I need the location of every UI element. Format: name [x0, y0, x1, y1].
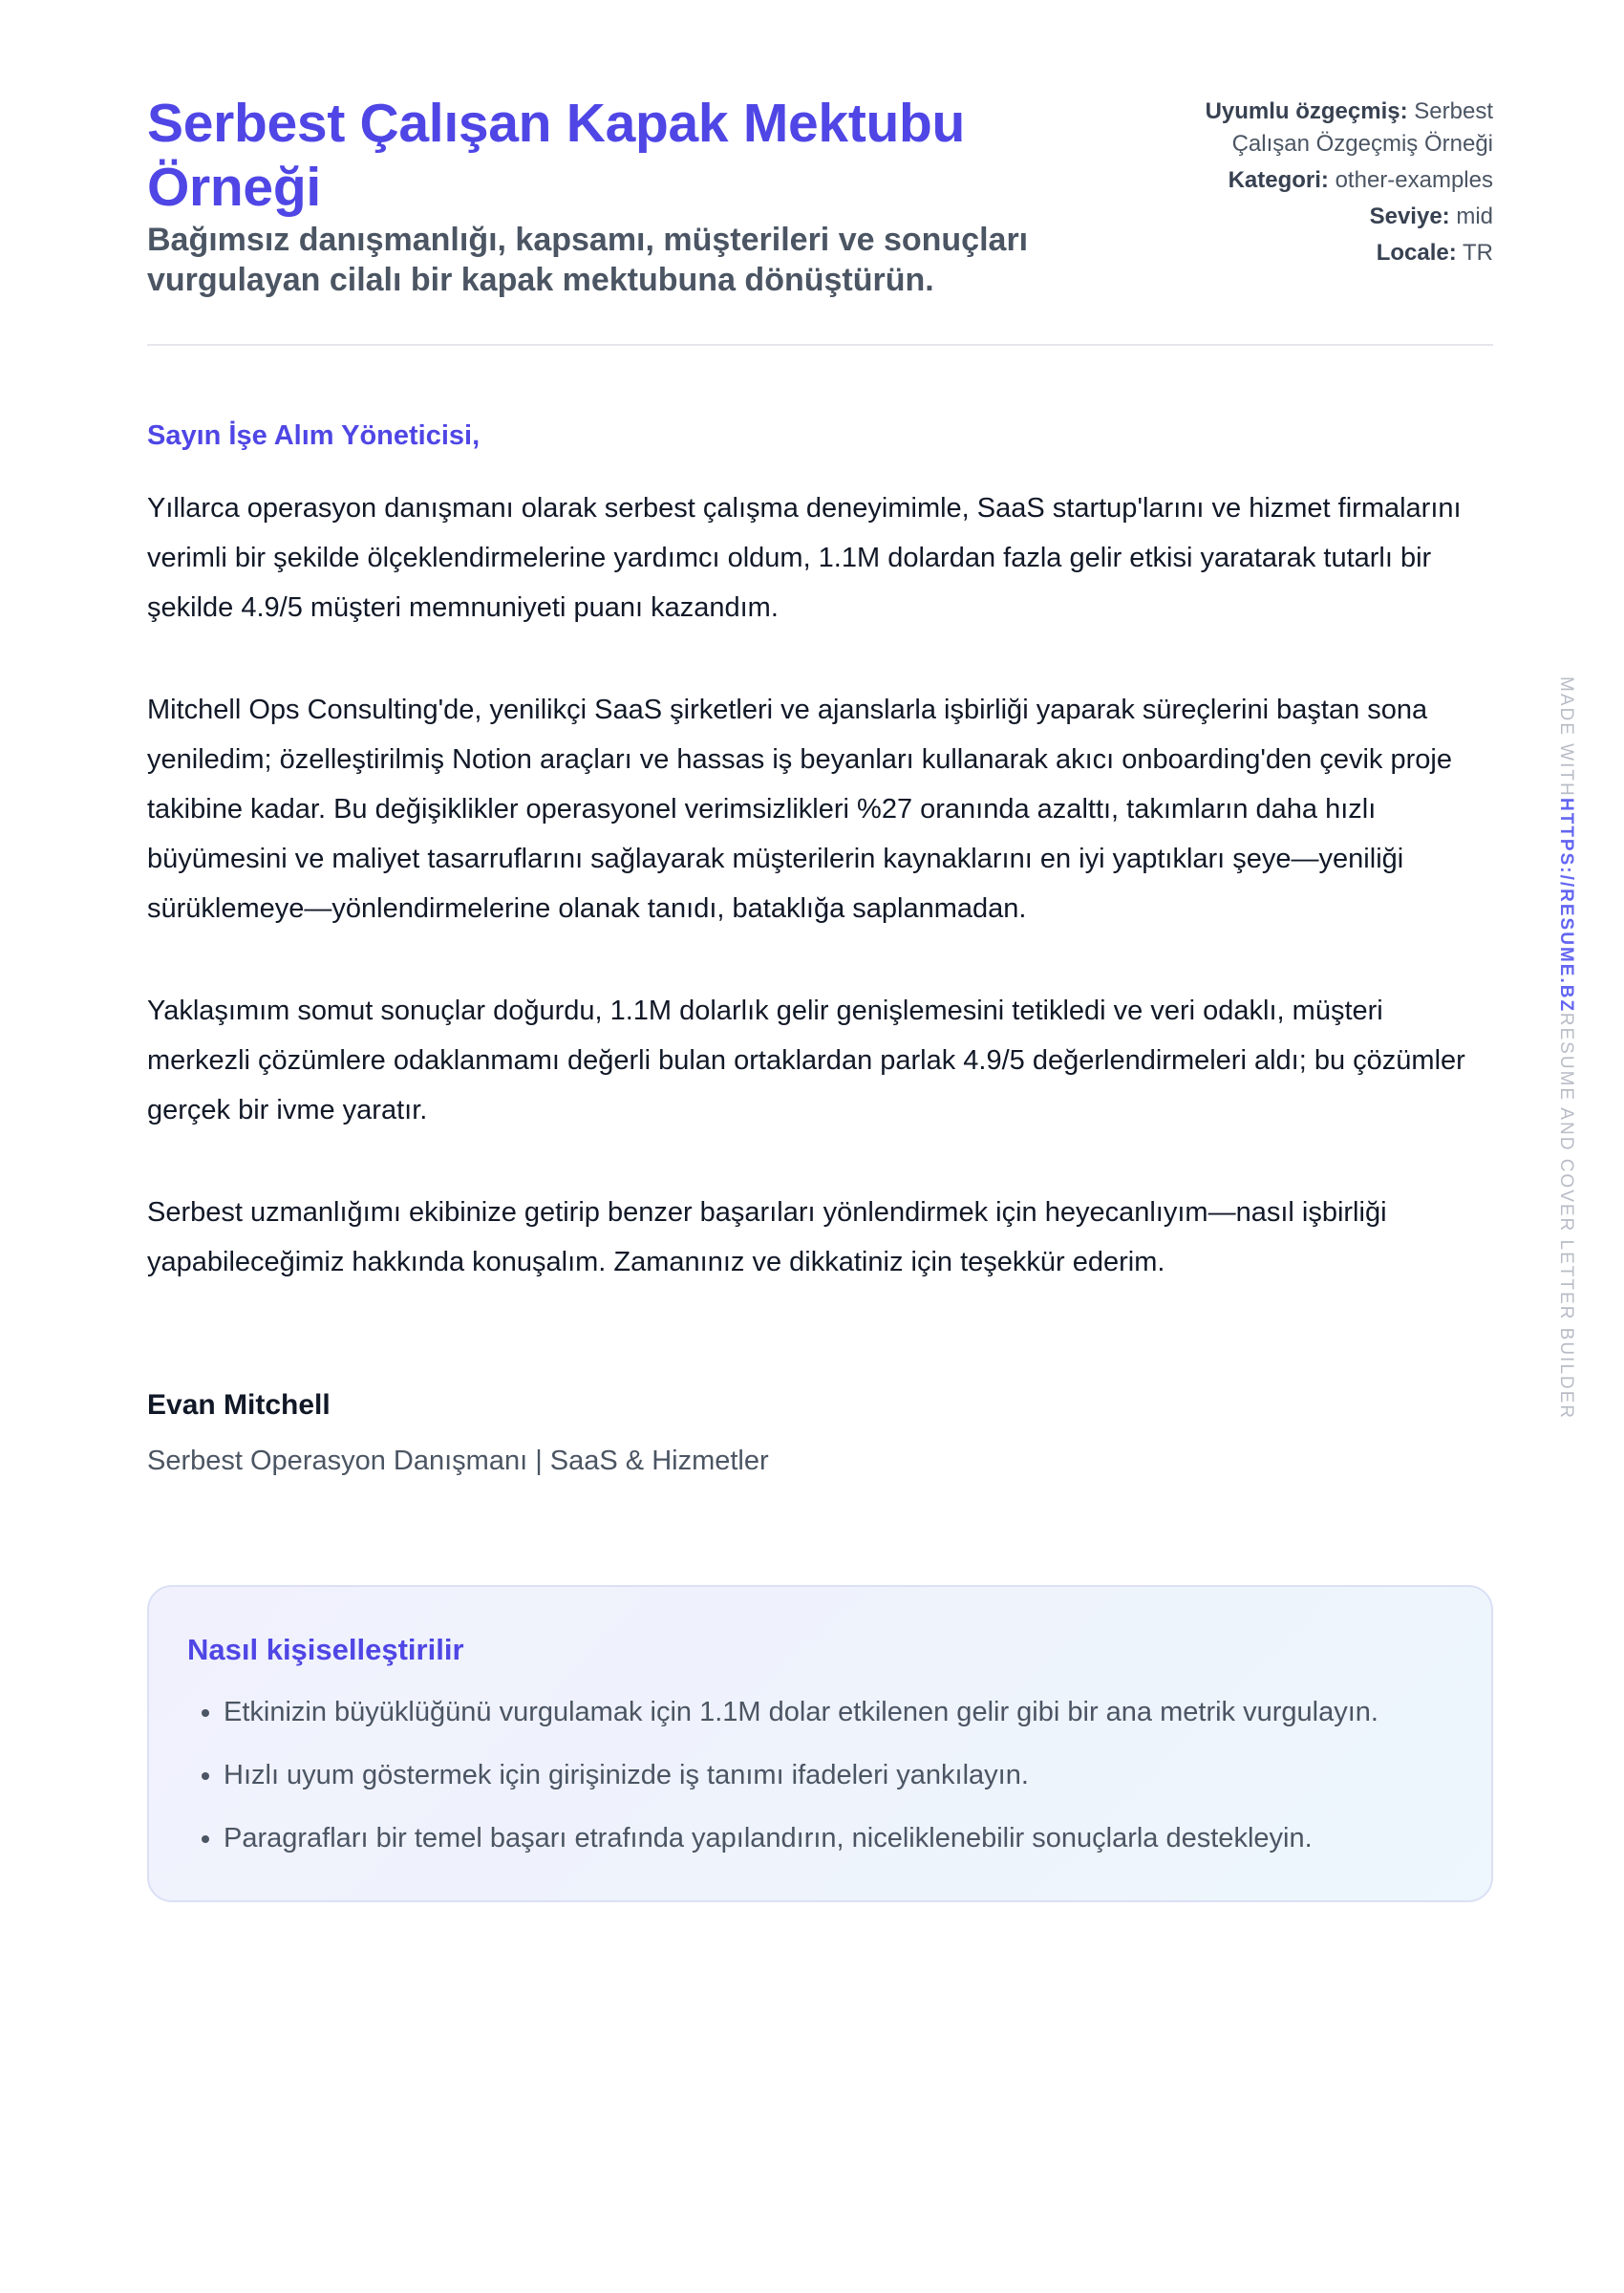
letter-greeting: Sayın İşe Alım Yöneticisi, — [147, 420, 481, 451]
signature-name: Evan Mitchell — [147, 1389, 331, 1421]
personalization-tips-box — [147, 1585, 1493, 1902]
header-divider — [147, 344, 1493, 346]
meta-locale-label: Locale: — [1376, 240, 1457, 266]
tips-title: Nasıl kişiselleştirilir — [187, 1633, 464, 1666]
meta-resume-value: Serbest Çalışan Özgeçmiş Örneği — [1231, 98, 1493, 157]
resume-bz-link[interactable]: HTTPS://RESUME.BZ — [1556, 797, 1576, 1013]
meta-category-label: Kategori: — [1228, 167, 1329, 193]
tip-item: • Paragrafları bir temel başarı etrafında yapılandırın, niceliklenebilir sonuçlarla destekleyin. — [224, 1814, 1453, 1862]
cover-letter-page — [147, 92, 1493, 1902]
builder-tagline: RESUME AND COVER LETTER BUILDER — [1556, 1012, 1576, 1421]
page-subtitle: Bağımsız danışmanlığı, kapsamı, müşterileri ve sonuçları vurgulayan cilalı bir kapak mektubuna dönüştürün. — [147, 222, 1029, 298]
letter-paragraph: Mitchell Ops Consulting'de, yenilikçi SaaS şirketleri ve ajanslarla işbirliği yaparak süreçlerini baştan sona yeniledim; özelleştirilmiş Notion araçları ve hassas iş beyanları kullanarak akıcı onboarding'den çevik proje takibine kadar. Bu değişiklikler operasyonel verimsizlikleri %27 oranında azalttı, takımların daha hızlı büyümesini ve maliyet tasarruflarını sağlayarak müşterilerin kaynaklarını en iyi yaptıkları şeye—yeniliği sürüklemeye—yönlendirmelerine olanak tanıdı, bataklığa saplanmadan. — [147, 695, 1452, 924]
made-with-sidebar — [1555, 676, 1576, 1420]
tips-list — [187, 1688, 1453, 1862]
letter-body — [147, 483, 1493, 1287]
meta-level-label: Seviye: — [1369, 204, 1450, 229]
meta-locale — [1168, 237, 1493, 269]
meta-level-value: mid — [1456, 204, 1493, 229]
meta-resume-label: Uyumlu özgeçmiş: — [1205, 98, 1408, 124]
letter-paragraph: Yıllarca operasyon danışmanı olarak serbest çalışma deneyimimle, SaaS startup'larını ve hizmet firmalarını verimli bir şekilde ölçeklendirmelerine yardımcı oldum, 1.1M dolardan fazla gelir etkisi yaratarak tutarlı bir şekilde 4.9/5 müşteri memnuniyeti puanı kazandım. — [147, 493, 1462, 623]
letter-paragraph: Serbest uzmanlığımı ekibinize getirip benzer başarıları yönlendirmek için heyecanlıyım—nasıl işbirliği yapabileceğimiz hakkında konuşalım. Zamanınız ve dikkatiniz için teşekkür ederim. — [147, 1197, 1387, 1277]
header — [147, 92, 1493, 300]
page-title: Serbest Çalışan Kapak Mektubu Örneği — [147, 93, 966, 218]
meta-locale-value: TR — [1463, 240, 1493, 266]
signature-title: Serbest Operasyon Danışmanı | SaaS & Hizmetler — [147, 1446, 769, 1476]
made-with-label: MADE WITH — [1556, 676, 1576, 798]
meta-level — [1168, 201, 1493, 233]
tip-item: • Hızlı uyum göstermek için girişinizde iş tanımı ifadeleri yankılayın. — [224, 1751, 1453, 1799]
title-block — [147, 92, 1112, 300]
letter-paragraph: Yaklaşımım somut sonuçlar doğurdu, 1.1M dolarlık gelir genişlemesini tetikledi ve veri odaklı, müşteri merkezli çözümlere odaklanmamı değerli bulan ortaklardan parlak 4.9/5 değerlendirmeleri aldı; bu çözümler gerçek bir ivme yaratır. — [147, 996, 1465, 1125]
tip-item: • Etkinizin büyüklüğünü vurgulamak için 1.1M dolar etkilenen gelir gibi bir ana metrik vurgulayın. — [224, 1688, 1453, 1736]
meta-info — [1168, 92, 1493, 273]
meta-resume — [1168, 96, 1493, 161]
meta-category — [1168, 164, 1493, 197]
meta-category-value: other-examples — [1335, 167, 1493, 193]
